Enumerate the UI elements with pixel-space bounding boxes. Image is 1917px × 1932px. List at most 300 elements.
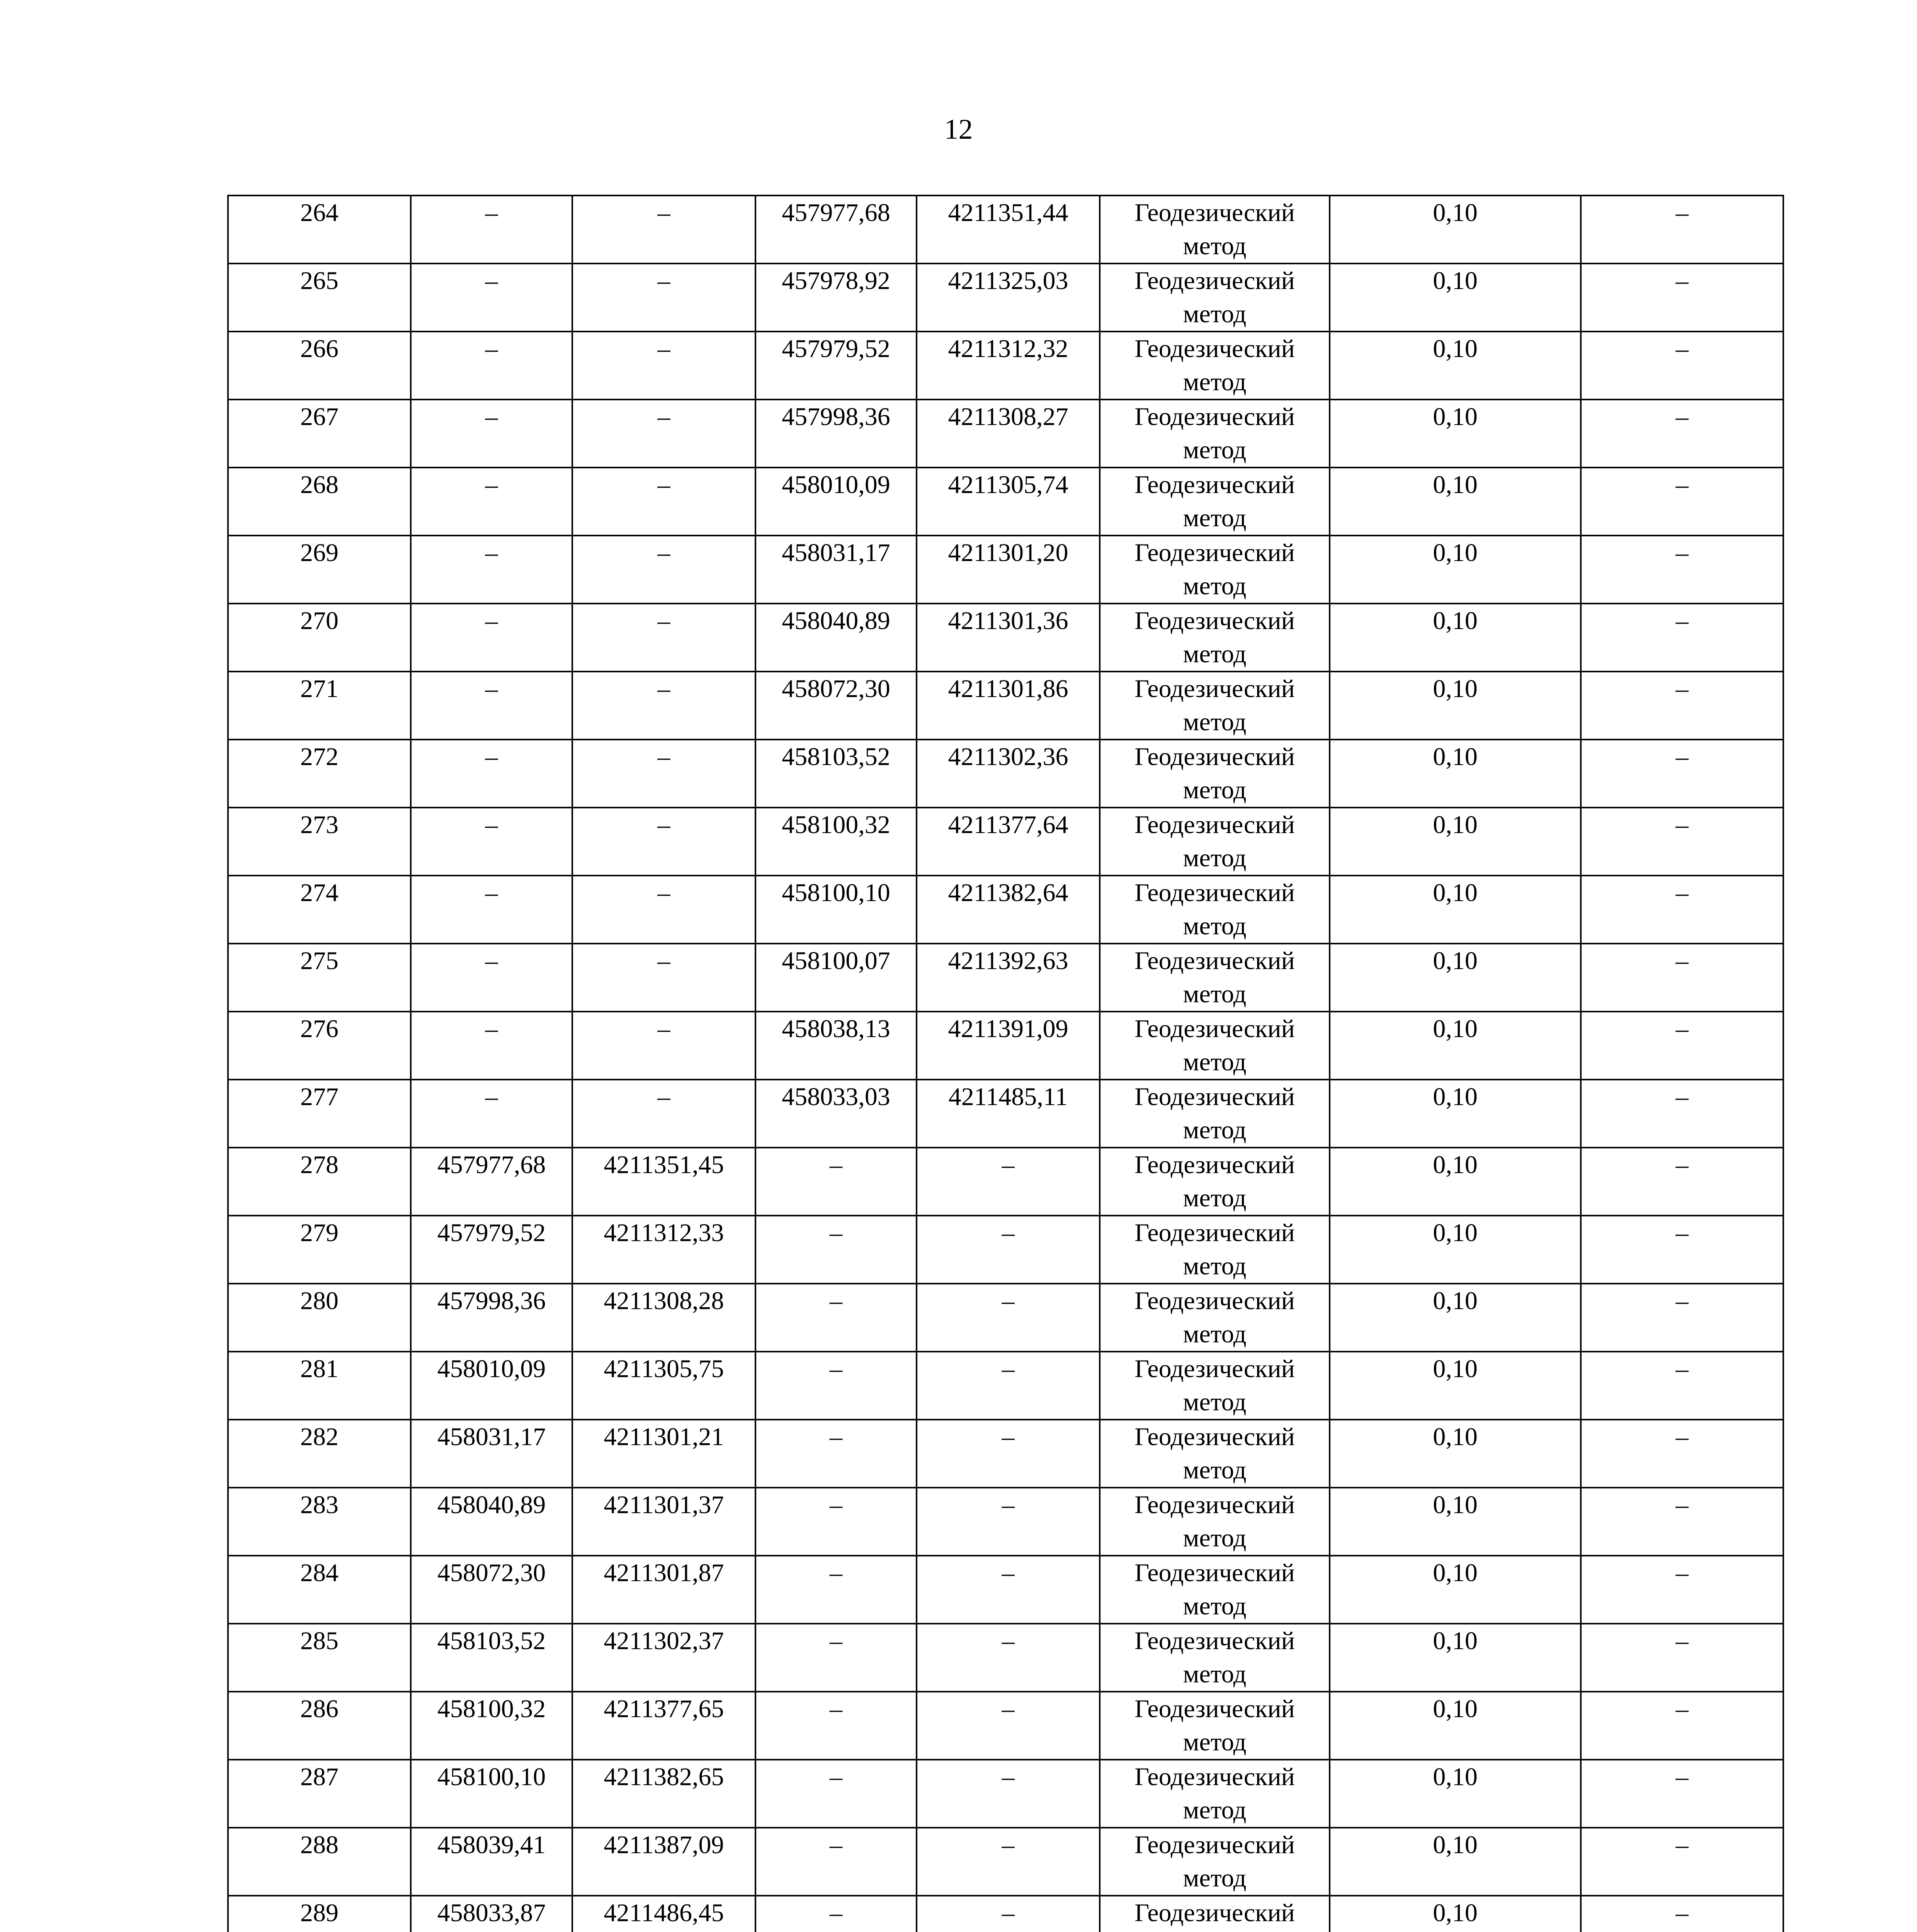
- table-row: [228, 604, 1783, 672]
- cell-y_new: [917, 1148, 1100, 1216]
- cell-y_new: [917, 1284, 1100, 1352]
- cell-accuracy: [1330, 1420, 1581, 1488]
- cell-y_existing: [572, 808, 755, 876]
- cell-text: Геодезический метод: [1135, 1287, 1295, 1348]
- cell-text: 272: [300, 743, 338, 771]
- cell-text: 0,10: [1433, 1355, 1478, 1383]
- cell-description: [1581, 536, 1783, 604]
- cell-text: 287: [300, 1763, 338, 1791]
- cell-text: Геодезический метод: [1135, 1151, 1295, 1212]
- table-row: [228, 1896, 1783, 1932]
- cell-text: Геодезический метод: [1135, 1695, 1295, 1756]
- cell-text: –: [657, 199, 670, 227]
- cell-method: [1100, 468, 1330, 536]
- cell-description: [1581, 672, 1783, 740]
- cell-x_existing: [411, 1420, 572, 1488]
- cell-text: –: [1675, 1491, 1689, 1519]
- cell-y_existing: [572, 604, 755, 672]
- cell-text: 4211305,74: [948, 471, 1068, 499]
- cell-x_new: [755, 1352, 917, 1420]
- cell-text: 458072,30: [782, 675, 890, 703]
- cell-text: –: [485, 879, 498, 907]
- cell-point: [228, 944, 411, 1012]
- cell-y_existing: [572, 1216, 755, 1284]
- cell-text: 4211305,75: [604, 1355, 724, 1383]
- cell-method: [1100, 1692, 1330, 1760]
- cell-accuracy: [1330, 740, 1581, 808]
- cell-y_new: [917, 332, 1100, 400]
- cell-method: [1100, 944, 1330, 1012]
- cell-description: [1581, 1216, 1783, 1284]
- cell-text: Геодезический метод: [1135, 1831, 1295, 1892]
- cell-text: 457979,52: [782, 335, 890, 363]
- cell-y_existing: [572, 1556, 755, 1624]
- cell-text: 0,10: [1433, 1763, 1478, 1791]
- cell-text: 4211485,11: [948, 1083, 1068, 1111]
- cell-y_new: [917, 196, 1100, 264]
- cell-text: –: [830, 1219, 842, 1247]
- cell-x_new: [755, 1760, 917, 1828]
- cell-point: [228, 1080, 411, 1148]
- cell-point: [228, 536, 411, 604]
- cell-text: 458040,89: [437, 1491, 546, 1519]
- cell-text: 458033,87: [437, 1899, 546, 1927]
- cell-method: [1100, 876, 1330, 944]
- cell-description: [1581, 944, 1783, 1012]
- cell-x_new: [755, 536, 917, 604]
- cell-x_new: [755, 1624, 917, 1692]
- cell-x_existing: [411, 1488, 572, 1556]
- cell-text: Геодезический метод: [1135, 1015, 1295, 1076]
- cell-text: 0,10: [1433, 743, 1478, 771]
- cell-y_new: [917, 1420, 1100, 1488]
- cell-text: –: [1002, 1219, 1015, 1247]
- cell-text: 4211301,20: [948, 539, 1068, 567]
- table-row: [228, 196, 1783, 264]
- cell-text: Геодезический: [1135, 1899, 1295, 1927]
- cell-x_new: [755, 264, 917, 332]
- cell-method: [1100, 740, 1330, 808]
- cell-text: 4211392,63: [948, 947, 1068, 975]
- cell-text: 283: [300, 1491, 338, 1519]
- cell-y_existing: [572, 1828, 755, 1896]
- cell-description: [1581, 1284, 1783, 1352]
- cell-text: 4211302,37: [604, 1627, 724, 1655]
- cell-text: 458040,89: [782, 607, 890, 635]
- cell-y_new: [917, 1080, 1100, 1148]
- table-row: [228, 808, 1783, 876]
- cell-y_existing: [572, 1352, 755, 1420]
- cell-text: Геодезический метод: [1135, 1559, 1295, 1620]
- cell-description: [1581, 1080, 1783, 1148]
- cell-text: 0,10: [1433, 1219, 1478, 1247]
- cell-point: [228, 740, 411, 808]
- cell-y_existing: [572, 944, 755, 1012]
- cell-text: 457979,52: [437, 1219, 546, 1247]
- cell-text: 4211387,09: [604, 1831, 724, 1859]
- cell-point: [228, 672, 411, 740]
- cell-point: [228, 1488, 411, 1556]
- table-row: [228, 740, 1783, 808]
- cell-x_existing: [411, 876, 572, 944]
- cell-text: Геодезический метод: [1135, 335, 1295, 396]
- cell-text: Геодезический метод: [1135, 1083, 1295, 1144]
- cell-y_new: [917, 1896, 1100, 1932]
- cell-accuracy: [1330, 808, 1581, 876]
- cell-method: [1100, 1012, 1330, 1080]
- cell-text: –: [1675, 1559, 1689, 1587]
- cell-text: 458103,52: [782, 743, 890, 771]
- cell-point: [228, 400, 411, 468]
- table-row: [228, 1692, 1783, 1760]
- cell-text: –: [657, 607, 670, 635]
- cell-text: 0,10: [1433, 1491, 1478, 1519]
- cell-text: –: [1002, 1559, 1015, 1587]
- cell-text: 4211312,32: [948, 335, 1068, 363]
- cell-text: Геодезический метод: [1135, 539, 1295, 600]
- cell-text: –: [1675, 1287, 1689, 1315]
- cell-text: Геодезический метод: [1135, 1763, 1295, 1824]
- cell-y_new: [917, 536, 1100, 604]
- cell-method: [1100, 1284, 1330, 1352]
- cell-text: 458010,09: [437, 1355, 546, 1383]
- cell-text: –: [1675, 1083, 1689, 1111]
- cell-text: 4211377,65: [604, 1695, 724, 1723]
- cell-text: 0,10: [1433, 607, 1478, 635]
- table-row: [228, 332, 1783, 400]
- cell-accuracy: [1330, 1216, 1581, 1284]
- cell-text: –: [1675, 1151, 1689, 1179]
- page-number: 12: [944, 114, 973, 145]
- cell-description: [1581, 604, 1783, 672]
- cell-x_new: [755, 400, 917, 468]
- cell-method: [1100, 672, 1330, 740]
- cell-description: [1581, 264, 1783, 332]
- cell-y_existing: [572, 1420, 755, 1488]
- cell-text: –: [1675, 675, 1689, 703]
- cell-method: [1100, 1624, 1330, 1692]
- cell-x_new: [755, 604, 917, 672]
- cell-text: 0,10: [1433, 1899, 1478, 1927]
- cell-text: 286: [300, 1695, 338, 1723]
- cell-x_new: [755, 1488, 917, 1556]
- table-row: [228, 1624, 1783, 1692]
- cell-y_new: [917, 1012, 1100, 1080]
- cell-text: –: [1002, 1763, 1015, 1791]
- cell-y_existing: [572, 1692, 755, 1760]
- cell-y_existing: [572, 468, 755, 536]
- cell-accuracy: [1330, 332, 1581, 400]
- cell-x_new: [755, 1692, 917, 1760]
- cell-text: –: [657, 335, 670, 363]
- cell-accuracy: [1330, 1284, 1581, 1352]
- cell-x_existing: [411, 536, 572, 604]
- cell-text: –: [1002, 1831, 1015, 1859]
- cell-text: 0,10: [1433, 1695, 1478, 1723]
- cell-text: 278: [300, 1151, 338, 1179]
- cell-description: [1581, 1420, 1783, 1488]
- cell-point: [228, 1896, 411, 1932]
- cell-text: 4211351,44: [948, 199, 1068, 227]
- cell-description: [1581, 332, 1783, 400]
- cell-text: 0,10: [1433, 267, 1478, 295]
- cell-method: [1100, 1080, 1330, 1148]
- table-row: [228, 1216, 1783, 1284]
- cell-text: 269: [300, 539, 338, 567]
- cell-method: [1100, 536, 1330, 604]
- cell-text: –: [657, 743, 670, 771]
- cell-y_new: [917, 1216, 1100, 1284]
- cell-method: [1100, 1148, 1330, 1216]
- cell-point: [228, 1420, 411, 1488]
- cell-text: –: [485, 743, 498, 771]
- cell-text: –: [1675, 1015, 1689, 1043]
- cell-method: [1100, 1896, 1330, 1932]
- cell-x_existing: [411, 1896, 572, 1932]
- cell-text: 0,10: [1433, 335, 1478, 363]
- cell-text: 4211391,09: [948, 1015, 1068, 1043]
- cell-text: 4211312,33: [604, 1219, 724, 1247]
- cell-text: –: [830, 1695, 842, 1723]
- cell-point: [228, 876, 411, 944]
- cell-x_existing: [411, 264, 572, 332]
- cell-description: [1581, 1148, 1783, 1216]
- cell-description: [1581, 1828, 1783, 1896]
- cell-text: –: [657, 879, 670, 907]
- cell-text: –: [1675, 743, 1689, 771]
- cell-text: –: [657, 267, 670, 295]
- cell-x_existing: [411, 1692, 572, 1760]
- cell-x_new: [755, 1080, 917, 1148]
- cell-text: –: [1002, 1355, 1015, 1383]
- cell-text: –: [1002, 1491, 1015, 1519]
- cell-x_existing: [411, 468, 572, 536]
- cell-text: 0,10: [1433, 471, 1478, 499]
- cell-text: –: [485, 607, 498, 635]
- cell-text: –: [657, 1083, 670, 1111]
- table-row: [228, 536, 1783, 604]
- cell-x_existing: [411, 1148, 572, 1216]
- cell-x_new: [755, 808, 917, 876]
- cell-accuracy: [1330, 1692, 1581, 1760]
- cell-text: –: [830, 1151, 842, 1179]
- cell-text: –: [657, 1015, 670, 1043]
- cell-description: [1581, 468, 1783, 536]
- cell-text: 288: [300, 1831, 338, 1859]
- cell-description: [1581, 1556, 1783, 1624]
- cell-text: 267: [300, 403, 338, 431]
- cell-text: 268: [300, 471, 338, 499]
- cell-text: 281: [300, 1355, 338, 1383]
- cell-description: [1581, 1896, 1783, 1932]
- cell-x_new: [755, 1828, 917, 1896]
- cell-method: [1100, 1828, 1330, 1896]
- cell-text: 458100,07: [782, 947, 890, 975]
- cell-text: Геодезический метод: [1135, 947, 1295, 1008]
- cell-text: 0,10: [1433, 1559, 1478, 1587]
- cell-text: –: [1675, 403, 1689, 431]
- cell-point: [228, 1012, 411, 1080]
- cell-accuracy: [1330, 1896, 1581, 1932]
- cell-text: –: [1002, 1899, 1015, 1927]
- cell-x_existing: [411, 1760, 572, 1828]
- cell-y_existing: [572, 400, 755, 468]
- cell-text: –: [1675, 1355, 1689, 1383]
- cell-x_new: [755, 468, 917, 536]
- cell-text: 0,10: [1433, 1627, 1478, 1655]
- cell-text: 457977,68: [437, 1151, 546, 1179]
- table-row: [228, 672, 1783, 740]
- cell-x_existing: [411, 400, 572, 468]
- cell-text: 284: [300, 1559, 338, 1587]
- cell-text: 280: [300, 1287, 338, 1315]
- cell-text: –: [485, 947, 498, 975]
- cell-x_new: [755, 1148, 917, 1216]
- cell-accuracy: [1330, 1012, 1581, 1080]
- cell-text: –: [1675, 811, 1689, 839]
- cell-text: –: [1002, 1695, 1015, 1723]
- cell-text: –: [1675, 267, 1689, 295]
- cell-text: –: [657, 811, 670, 839]
- cell-accuracy: [1330, 196, 1581, 264]
- cell-text: 4211486,45: [604, 1899, 724, 1927]
- cell-text: 4211301,86: [948, 675, 1068, 703]
- cell-text: –: [830, 1899, 842, 1927]
- cell-text: 4211308,27: [948, 403, 1068, 431]
- cell-description: [1581, 1488, 1783, 1556]
- table-row: [228, 876, 1783, 944]
- cell-description: [1581, 808, 1783, 876]
- cell-text: 458100,32: [437, 1695, 546, 1723]
- cell-accuracy: [1330, 1828, 1581, 1896]
- cell-text: 457998,36: [437, 1287, 546, 1315]
- cell-point: [228, 1692, 411, 1760]
- cell-accuracy: [1330, 1080, 1581, 1148]
- cell-y_new: [917, 740, 1100, 808]
- cell-text: –: [657, 947, 670, 975]
- cell-description: [1581, 1760, 1783, 1828]
- cell-text: Геодезический метод: [1135, 1423, 1295, 1484]
- cell-text: Геодезический метод: [1135, 267, 1295, 328]
- cell-text: –: [830, 1287, 842, 1315]
- cell-x_new: [755, 196, 917, 264]
- cell-text: 0,10: [1433, 1287, 1478, 1315]
- cell-accuracy: [1330, 876, 1581, 944]
- cell-text: Геодезический метод: [1135, 199, 1295, 260]
- cell-text: Геодезический метод: [1135, 1355, 1295, 1416]
- cell-point: [228, 1556, 411, 1624]
- cell-x_new: [755, 1012, 917, 1080]
- cell-text: –: [485, 539, 498, 567]
- cell-text: Геодезический метод: [1135, 607, 1295, 668]
- cell-text: –: [657, 403, 670, 431]
- cell-text: 0,10: [1433, 947, 1478, 975]
- cell-text: 0,10: [1433, 1015, 1478, 1043]
- cell-text: 458100,32: [782, 811, 890, 839]
- cell-x_existing: [411, 1284, 572, 1352]
- cell-text: 458072,30: [437, 1559, 546, 1587]
- cell-accuracy: [1330, 944, 1581, 1012]
- cell-point: [228, 808, 411, 876]
- cell-x_existing: [411, 1828, 572, 1896]
- cell-x_new: [755, 332, 917, 400]
- cell-y_new: [917, 604, 1100, 672]
- cell-description: [1581, 876, 1783, 944]
- table-row: [228, 1080, 1783, 1148]
- cell-point: [228, 1216, 411, 1284]
- cell-y_existing: [572, 536, 755, 604]
- cell-text: –: [1675, 607, 1689, 635]
- cell-text: 4211308,28: [604, 1287, 724, 1315]
- cell-method: [1100, 1760, 1330, 1828]
- cell-y_existing: [572, 196, 755, 264]
- table-row: [228, 1760, 1783, 1828]
- cell-text: 458100,10: [437, 1763, 546, 1791]
- cell-text: –: [1675, 1219, 1689, 1247]
- cell-description: [1581, 400, 1783, 468]
- cell-text: 271: [300, 675, 338, 703]
- cell-x_existing: [411, 740, 572, 808]
- cell-text: –: [485, 811, 498, 839]
- cell-x_existing: [411, 672, 572, 740]
- cell-method: [1100, 1420, 1330, 1488]
- cell-text: –: [1675, 1831, 1689, 1859]
- cell-text: Геодезический метод: [1135, 879, 1295, 940]
- cell-method: [1100, 1216, 1330, 1284]
- cell-x_new: [755, 1420, 917, 1488]
- cell-text: Геодезический метод: [1135, 1627, 1295, 1688]
- cell-x_existing: [411, 944, 572, 1012]
- cell-text: 275: [300, 947, 338, 975]
- table-row: [228, 1556, 1783, 1624]
- cell-method: [1100, 604, 1330, 672]
- cell-text: 277: [300, 1083, 338, 1111]
- cell-y_new: [917, 1556, 1100, 1624]
- cell-y_existing: [572, 1624, 755, 1692]
- cell-y_existing: [572, 1284, 755, 1352]
- cell-text: –: [830, 1627, 842, 1655]
- cell-text: 276: [300, 1015, 338, 1043]
- cell-text: –: [1002, 1423, 1015, 1451]
- cell-text: –: [1675, 1423, 1689, 1451]
- cell-point: [228, 1624, 411, 1692]
- cell-text: 4211302,36: [948, 743, 1068, 771]
- cell-point: [228, 1828, 411, 1896]
- cell-accuracy: [1330, 468, 1581, 536]
- cell-x_existing: [411, 1216, 572, 1284]
- cell-text: –: [485, 1083, 498, 1111]
- cell-text: 279: [300, 1219, 338, 1247]
- cell-x_new: [755, 740, 917, 808]
- cell-text: 457977,68: [782, 199, 890, 227]
- cell-text: 458033,03: [782, 1083, 890, 1111]
- cell-text: 4211301,87: [604, 1559, 724, 1587]
- cell-accuracy: [1330, 400, 1581, 468]
- cell-text: –: [1002, 1287, 1015, 1315]
- cell-y_new: [917, 1828, 1100, 1896]
- cell-text: –: [1675, 1899, 1689, 1927]
- cell-y_new: [917, 1692, 1100, 1760]
- cell-text: 266: [300, 335, 338, 363]
- cell-text: 273: [300, 811, 338, 839]
- cell-text: 457998,36: [782, 403, 890, 431]
- cell-text: Геодезический метод: [1135, 403, 1295, 464]
- table-row: [228, 944, 1783, 1012]
- cell-method: [1100, 1352, 1330, 1420]
- cell-accuracy: [1330, 536, 1581, 604]
- cell-method: [1100, 264, 1330, 332]
- cell-text: –: [830, 1355, 842, 1383]
